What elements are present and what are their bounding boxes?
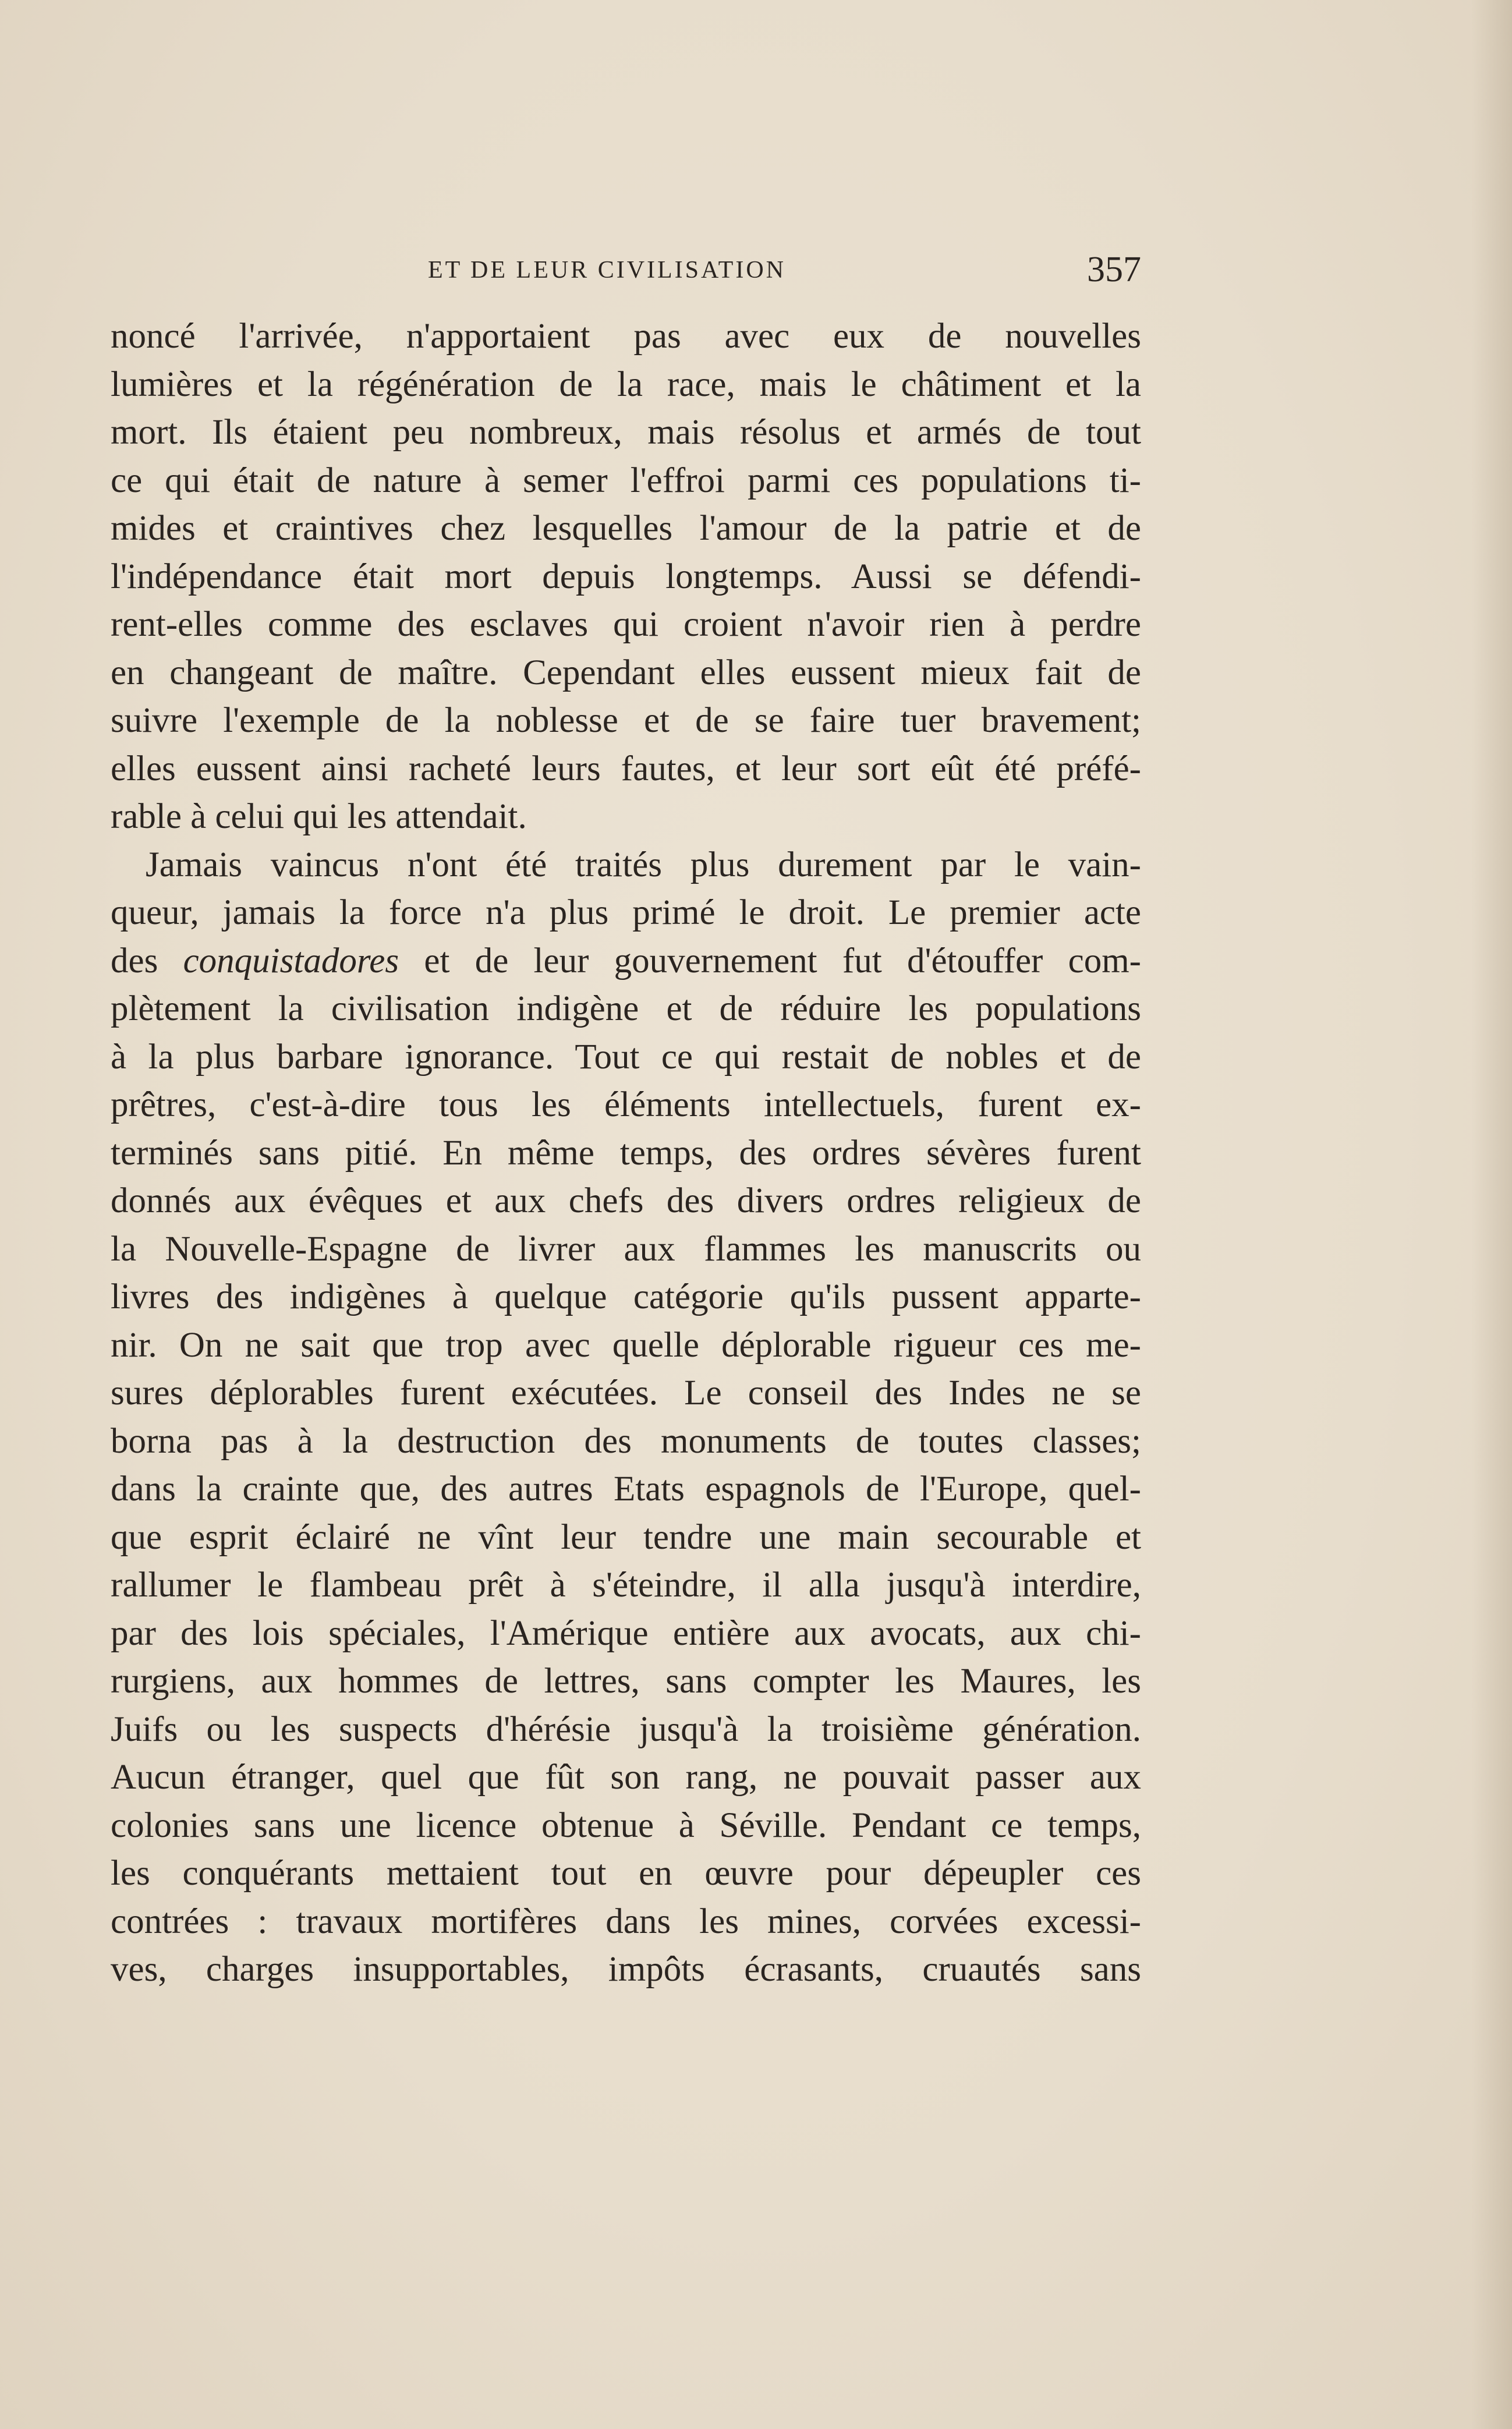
text-segment: des — [111, 941, 183, 980]
italic-term: conquistadores — [183, 941, 399, 980]
page-edge-shadow — [1471, 0, 1512, 2429]
text-line: elles eussent ainsi racheté leurs fautes, et leur sort eût été préfé- — [111, 749, 1141, 788]
text-line: nir. On ne sait que trop avec quelle déplorable rigueur ces me- — [111, 1325, 1141, 1365]
text-line: suivre l'exemple de la noblesse et de se faire tuer bravement; — [111, 701, 1141, 740]
page-number: 357 — [1087, 250, 1141, 289]
text-line-with-italic — [111, 937, 1141, 986]
text-line: en changeant de maître. Cependant elles eussent mieux fait de — [111, 653, 1141, 692]
text-line: que esprit éclairé ne vînt leur tendre une main secourable et — [111, 1517, 1141, 1557]
text-line: queur, jamais la force n'a plus primé le droit. Le premier acte — [111, 893, 1141, 932]
text-line: prêtres, c'est-à-dire tous les éléments intellectuels, furent ex- — [111, 1085, 1141, 1124]
text-line: à la plus barbare ignorance. Tout ce qui restait de nobles et de — [111, 1037, 1141, 1077]
text-segment: et de leur gouvernement fut d'étouffer com- — [399, 941, 1141, 980]
text-line: plètement la civilisation indigène et de réduire les populations — [111, 989, 1141, 1028]
running-title: ET DE LEUR CIVILISATION — [428, 257, 786, 284]
text-line: ce qui était de nature à semer l'effroi parmi ces populations ti- — [111, 461, 1141, 500]
text-line: Juifs ou les suspects d'hérésie jusqu'à la troisième génération. — [111, 1709, 1141, 1749]
text-line: contrées : travaux mortifères dans les mines, corvées excessi- — [111, 1902, 1141, 1941]
page-header — [111, 245, 1141, 297]
text-line: dans la crainte que, des autres Etats espagnols de l'Europe, quel- — [111, 1470, 1141, 1509]
text-line: rallumer le flambeau prêt à s'éteindre, il alla jusqu'à interdire, — [111, 1566, 1141, 1605]
paragraph-end-line: rable à celui qui les attendait. — [111, 797, 527, 836]
text-line: borna pas à la destruction des monuments de toutes classes; — [111, 1421, 1141, 1461]
text-line: mides et craintives chez lesquelles l'amour de la patrie et de — [111, 509, 1141, 548]
text-line: colonies sans une licence obtenue à Séville. Pendant ce temps, — [111, 1805, 1141, 1845]
text-line: lumières et la régénération de la race, mais le châtiment et la — [111, 364, 1141, 404]
text-line: rurgiens, aux hommes de lettres, sans compter les Maures, les — [111, 1662, 1141, 1701]
text-line: livres des indigènes à quelque catégorie qu'ils pussent apparte- — [111, 1277, 1141, 1316]
paragraph-start-line: Jamais vaincus n'ont été traités plus durement par le vain- — [146, 845, 1141, 884]
text-line: l'indépendance était mort depuis longtemps. Aussi se défendi- — [111, 557, 1141, 596]
text-line: ves, charges insupportables, impôts écrasants, cruautés sans — [111, 1950, 1141, 1989]
text-line: Aucun étranger, quel que fût son rang, ne pouvait passer aux — [111, 1758, 1141, 1797]
text-line: noncé l'arrivée, n'apportaient pas avec eux de nouvelles — [111, 317, 1141, 356]
text-line: terminés sans pitié. En même temps, des ordres sévères furent — [111, 1133, 1141, 1173]
text-line: par des lois spéciales, l'Amérique entière aux avocats, aux chi- — [111, 1613, 1141, 1653]
text-line: donnés aux évêques et aux chefs des divers ordres religieux de — [111, 1181, 1141, 1220]
text-line: mort. Ils étaient peu nombreux, mais résolus et armés de tout — [111, 413, 1141, 452]
text-line: sures déplorables furent exécutées. Le conseil des Indes ne se — [111, 1373, 1141, 1412]
text-line: la Nouvelle-Espagne de livrer aux flammes les manuscrits ou — [111, 1229, 1141, 1269]
text-line: rent-elles comme des esclaves qui croient n'avoir rien à perdre — [111, 605, 1141, 644]
body-text — [111, 313, 1141, 1994]
text-line: les conquérants mettaient tout en œuvre pour dépeupler ces — [111, 1854, 1141, 1893]
